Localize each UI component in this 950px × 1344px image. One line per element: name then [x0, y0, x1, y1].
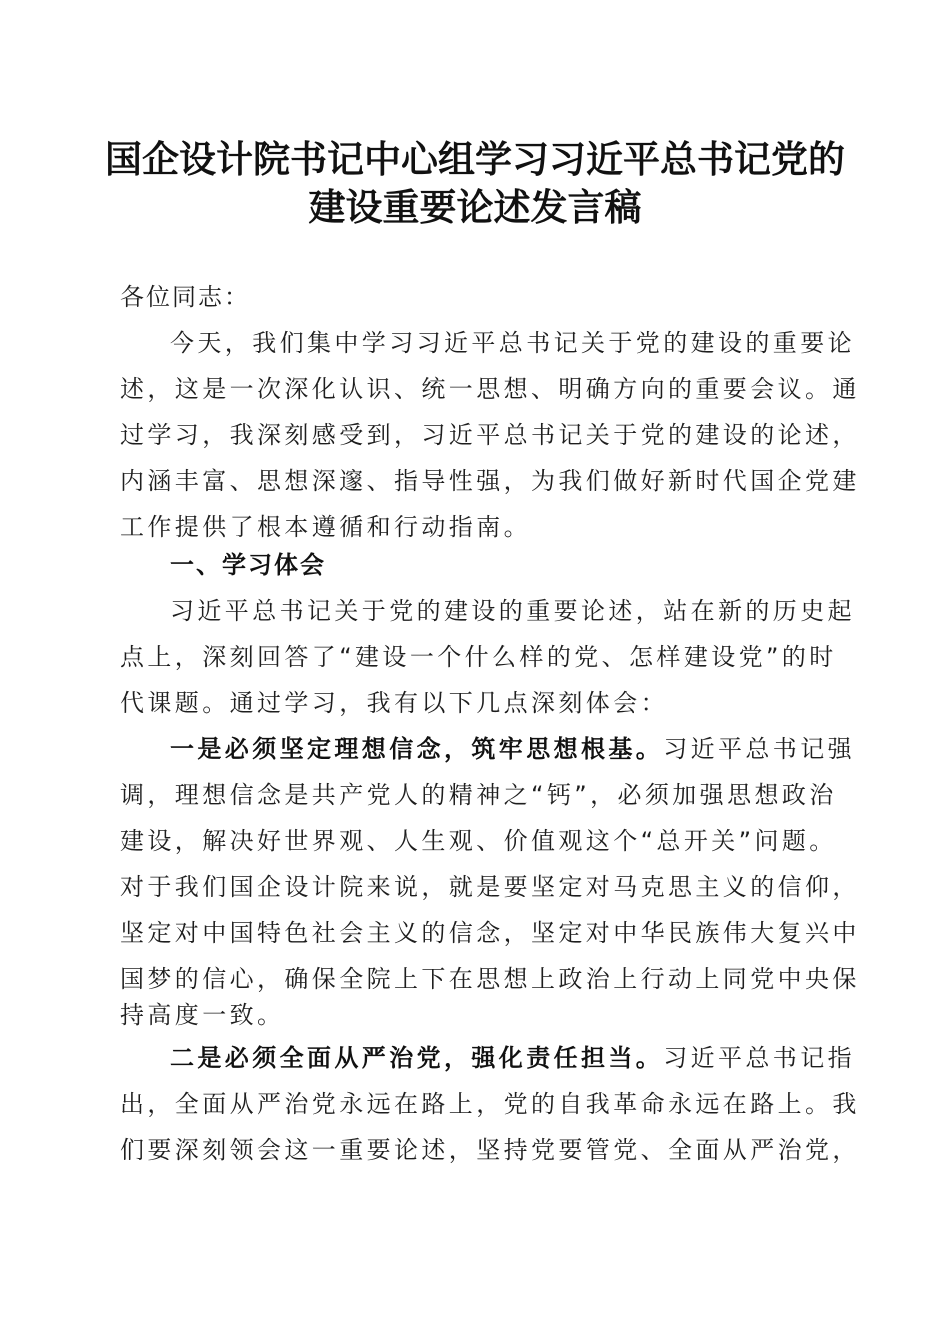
- paragraph-line: 今天，我们集中学习习近平总书记关于党的建设的重要论: [170, 329, 855, 357]
- salutation: 各位同志：: [120, 283, 250, 311]
- paragraph-text: 习近平总书记强: [663, 735, 856, 763]
- paragraph-line: 国梦的信心，确保全院上下在思想上政治上行动上同党中央保: [120, 965, 860, 993]
- paragraph-lead: 二是必须全面从严治党，强化责任担当。: [170, 1044, 664, 1072]
- paragraph-line: 过学习，我深刻感受到，习近平总书记关于党的建设的论述，: [120, 421, 860, 449]
- paragraph-line: 述，这是一次深化认识、统一思想、明确方向的重要会议。通: [120, 375, 860, 403]
- paragraph-line: 坚定对中国特色社会主义的信念，坚定对中华民族伟大复兴中: [120, 919, 860, 947]
- document-title-line-2: 建设重要论述发言稿: [308, 185, 642, 229]
- paragraph-line: 习近平总书记关于党的建设的重要论述，站在新的历史起: [170, 597, 855, 625]
- paragraph-line: 们要深刻领会这一重要论述，坚持党要管党、全面从严治党，: [120, 1136, 860, 1164]
- paragraph-first-line: [170, 1035, 856, 1081]
- paragraph-line: 点上，深刻回答了“建设一个什么样的党、怎样建设党”的时: [120, 643, 837, 671]
- paragraph-line: 代课题。通过学习，我有以下几点深刻体会：: [120, 689, 668, 717]
- paragraph-line: 内涵丰富、思想深邃、指导性强，为我们做好新时代国企党建: [120, 467, 860, 495]
- paragraph-first-line: [170, 726, 856, 772]
- paragraph-line: 建设，解决好世界观、人生观、价值观这个“总开关”问题。: [120, 827, 837, 855]
- document-title-line-1: 国企设计院书记中心组学习习近平总书记党的: [105, 137, 845, 181]
- paragraph-line: 调，理想信念是共产党人的精神之“钙”，必须加强思想政治: [120, 781, 837, 809]
- paragraph-text: 习近平总书记指: [663, 1044, 856, 1072]
- paragraph-line: 对于我们国企设计院来说，就是要坚定对马克思主义的信仰，: [120, 873, 860, 901]
- paragraph-line: 出，全面从严治党永远在路上，党的自我革命永远在路上。我: [120, 1090, 860, 1118]
- paragraph-line: 工作提供了根本遵循和行动指南。: [120, 513, 531, 541]
- paragraph-line: 持高度一致。: [120, 1001, 285, 1029]
- paragraph-lead: 一是必须坚定理想信念，筑牢思想根基。: [170, 735, 664, 763]
- section-heading: 一、学习体会: [170, 551, 326, 579]
